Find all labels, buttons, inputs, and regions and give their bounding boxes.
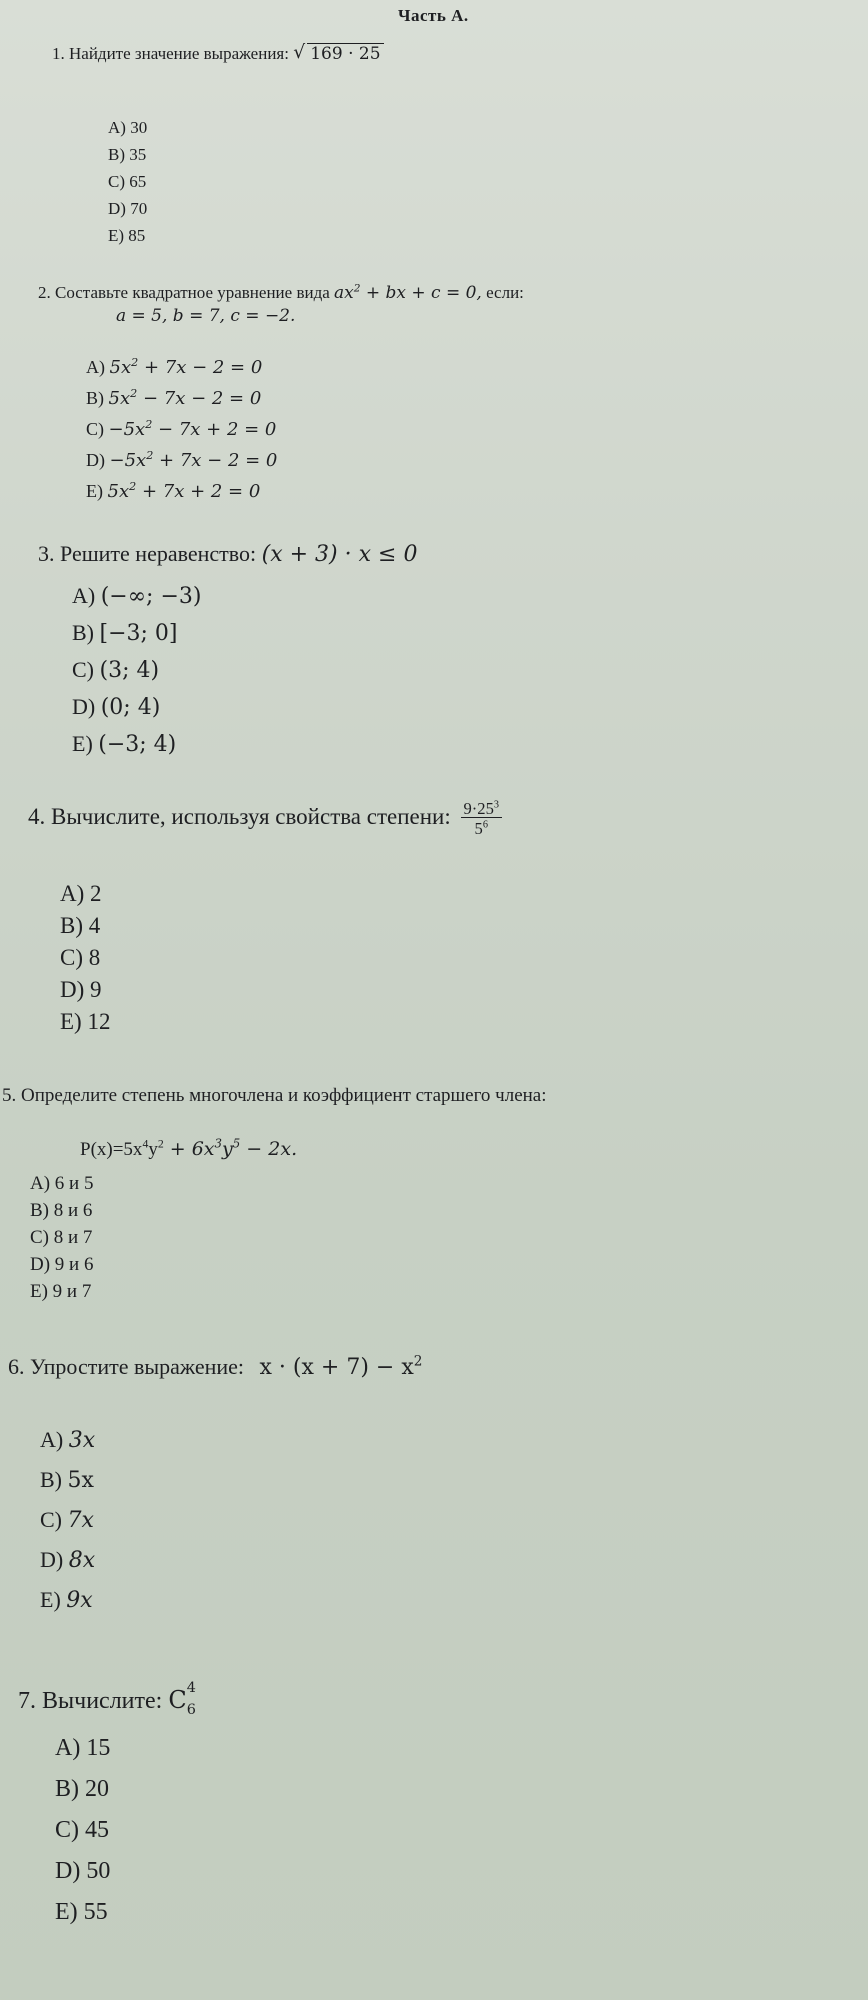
question-6-text: Упростите выражение: (30, 1354, 245, 1379)
option-3a[interactable]: A) (−∞; −3) (72, 583, 202, 609)
question-4-text: Вычислите, используя свойства степени: (51, 804, 451, 830)
option-2a[interactable]: A) $5x^2 + 7x - 2 = 0$ (86, 356, 263, 378)
option-7d[interactable]: D) 50 (55, 1858, 111, 1884)
question-3-options (72, 578, 201, 763)
question-5 (2, 1085, 547, 1107)
option-4c[interactable]: C) 8 (60, 945, 101, 970)
sqrt-icon: √ (293, 42, 306, 63)
option-6e[interactable]: E) 9x (40, 1587, 93, 1613)
question-3 (38, 541, 417, 567)
question-2-condition: a = 5, b = 7, c = −2. (116, 306, 296, 326)
question-3-expr: (x + 3) · x ≤ 0 (261, 542, 418, 567)
option-1e[interactable]: E) 85 (108, 226, 146, 245)
question-3-number: 3. (38, 541, 55, 566)
option-5c[interactable]: C) 8 и 7 (30, 1227, 93, 1248)
option-3e[interactable]: E) (−3; 4) (72, 731, 177, 757)
option-2e[interactable]: E) $5x^2 + 7x + 2 = 0$ (86, 480, 261, 502)
question-1-options (108, 114, 147, 249)
question-4-number: 4. (28, 804, 46, 830)
question-5-text: Определите степень многочлена и коэффициент старшего члена: (21, 1085, 547, 1106)
question-6-number: 6. (8, 1354, 25, 1379)
option-1b[interactable]: B) 35 (108, 145, 147, 164)
option-6b[interactable]: B) 5x (40, 1467, 94, 1493)
question-3-text: Решите неравенство: (60, 541, 257, 566)
question-2-text-end: если: (486, 283, 524, 302)
question-7-options (55, 1728, 110, 1933)
option-5d[interactable]: D) 9 и 6 (30, 1254, 94, 1275)
question-6 (8, 1354, 422, 1380)
option-6d[interactable]: D) 8x (40, 1547, 96, 1573)
option-1a[interactable]: A) 30 (108, 118, 148, 137)
option-1c[interactable]: C) 65 (108, 172, 147, 191)
option-3b[interactable]: B) [−3; 0] (72, 620, 178, 646)
option-4d[interactable]: D) 9 (60, 977, 102, 1002)
question-1-radical (293, 44, 383, 64)
question-6-expr: $x \cdot (x + 7) - x^2$ (259, 1353, 423, 1380)
question-5-number: 5. (2, 1085, 17, 1106)
question-4-fraction: $\frac{9\cdot 25^3}{5^6}$ (461, 800, 502, 838)
question-2-form: $ax^2$ + bx + c = 0, (334, 282, 482, 303)
question-7-text: Вычислите: (42, 1688, 163, 1714)
question-4 (28, 800, 502, 838)
question-2-options (86, 352, 277, 507)
question-2-text: Составьте квадратное уравнение вида (55, 283, 330, 302)
option-5a[interactable]: A) 6 и 5 (30, 1173, 94, 1194)
option-7a[interactable]: A) 15 (55, 1735, 111, 1761)
question-7 (18, 1680, 196, 1718)
question-2 (38, 283, 524, 303)
question-4-options (60, 878, 110, 1038)
question-1-number: 1. (52, 44, 65, 63)
option-3c[interactable]: C) (3; 4) (72, 657, 160, 683)
option-7e[interactable]: E) 55 (55, 1899, 108, 1925)
question-7-number: 7. (18, 1688, 36, 1714)
option-1d[interactable]: D) 70 (108, 199, 148, 218)
question-1-radicand: 169 · 25 (307, 43, 383, 64)
option-2b[interactable]: B) $5x^2 - 7x - 2 = 0$ (86, 387, 262, 409)
option-4e[interactable]: E) 12 (60, 1009, 111, 1034)
option-6c[interactable]: C) 7x (40, 1507, 94, 1533)
question-2-number: 2. (38, 283, 51, 302)
option-7b[interactable]: B) 20 (55, 1776, 109, 1802)
question-6-options (40, 1420, 95, 1620)
option-4b[interactable]: B) 4 (60, 913, 101, 938)
question-7-combination: C 4 6 (168, 1680, 196, 1718)
option-4a[interactable]: A) 2 (60, 881, 102, 906)
question-1-text: Найдите значение выражения: (69, 44, 289, 63)
option-5b[interactable]: B) 8 и 6 (30, 1200, 93, 1221)
option-2c[interactable]: $C) -5x^2 - 7x + 2 = 0$ (86, 418, 277, 440)
option-6a[interactable]: A) 3x (40, 1427, 96, 1453)
option-2d[interactable]: $D) -5x^2 + 7x - 2 = 0$ (86, 449, 278, 471)
option-5e[interactable]: E) 9 и 7 (30, 1281, 92, 1302)
section-header: Часть А. (398, 6, 469, 25)
question-1 (52, 44, 384, 64)
option-7c[interactable]: C) 45 (55, 1817, 109, 1843)
question-5-options (30, 1170, 93, 1305)
option-3d[interactable]: D) (0; 4) (72, 694, 161, 720)
question-5-polynomial: $P(x)=5x^4y^2 + 6x^3y^5 - 2x$. (80, 1136, 298, 1160)
